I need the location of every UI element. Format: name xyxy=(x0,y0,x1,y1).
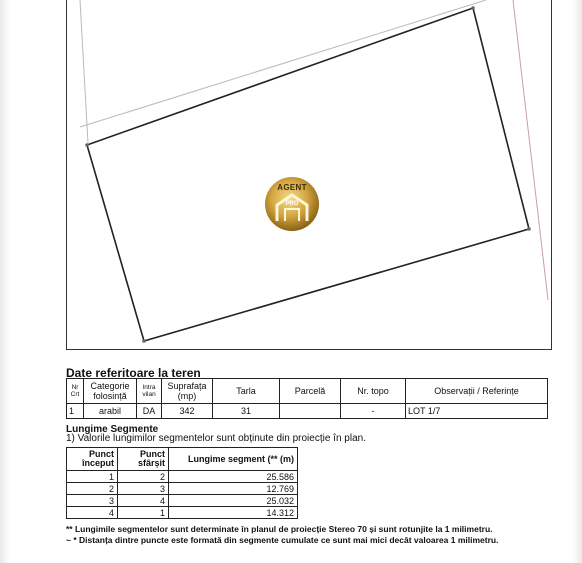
logo-text-agent: AGENT xyxy=(277,183,307,192)
header-nr-crt: Nr Crt xyxy=(67,379,84,404)
land-table-header-row xyxy=(67,379,548,404)
logo-text-pro: PRO xyxy=(285,201,299,207)
cell-suprafata: 342 xyxy=(162,404,213,419)
cell-observatii: LOT 1/7 xyxy=(406,404,548,419)
cell-end: 4 xyxy=(118,495,169,507)
header-suprafata: Suprafața (mp) xyxy=(162,379,213,404)
cell-length: 25.586 xyxy=(169,471,298,483)
cell-parcela xyxy=(280,404,341,419)
cell-start: 4 xyxy=(67,507,118,519)
cell-tarla: 31 xyxy=(213,404,280,419)
neighbour-line-left xyxy=(80,0,88,143)
segments-note: 1) Valorile lungimilor segmentelor sunt obținute din proiecție în plan. xyxy=(66,433,366,444)
parcel-vertex-2 xyxy=(471,6,475,10)
neighbour-line-top xyxy=(80,0,486,127)
segments-title: Lungime Segmente xyxy=(66,424,159,435)
header-lungime-segment: Lungime segment (** (m) xyxy=(169,448,298,471)
header-punct-sfarsit: Punct sfârșit xyxy=(118,448,169,471)
cell-nr-crt: 1 xyxy=(67,404,84,419)
cell-intravilan: DA xyxy=(137,404,162,419)
header-categorie: Categorie folosință xyxy=(84,379,137,404)
parcel-vertex-4 xyxy=(142,339,146,343)
footnote-rounding: ** Lungimile segmentelor sunt determinate în planul de proiecție Stereo 70 și sunt rotunjite la 1 milimetru. xyxy=(66,524,493,534)
cell-end: 2 xyxy=(118,471,169,483)
cell-length: 14.312 xyxy=(169,507,298,519)
cell-categorie: arabil xyxy=(84,404,137,419)
segments-header-row xyxy=(67,448,298,471)
footnote-distance: ~ * Distanța dintre puncte este formată din segmente cumulate ce sunt mai mici decât valoarea 1 milimetru. xyxy=(66,535,499,545)
cell-start: 1 xyxy=(67,471,118,483)
parcel-vertex-3 xyxy=(527,227,531,231)
cell-start: 3 xyxy=(67,495,118,507)
parcel-vertex-1 xyxy=(85,143,89,147)
cell-end: 1 xyxy=(118,507,169,519)
table-row xyxy=(67,471,298,483)
cell-nr-topo: - xyxy=(341,404,406,419)
header-parcela: Parcelă xyxy=(280,379,341,404)
table-row xyxy=(67,507,298,519)
segments-table xyxy=(66,447,298,519)
header-observatii: Observații / Referințe xyxy=(406,379,548,404)
header-intravilan: Intra vilan xyxy=(137,379,162,404)
table-row xyxy=(67,483,298,495)
land-data-table xyxy=(66,378,548,419)
agent-pro-logo xyxy=(263,175,321,233)
table-row xyxy=(67,404,548,419)
cell-end: 3 xyxy=(118,483,169,495)
cell-length: 25.032 xyxy=(169,495,298,507)
table-row xyxy=(67,495,298,507)
neighbour-line-right xyxy=(513,0,548,300)
header-nr-topo: Nr. topo xyxy=(341,379,406,404)
header-punct-inceput: Punct început xyxy=(67,448,118,471)
cell-length: 12.769 xyxy=(169,483,298,495)
header-tarla: Tarla xyxy=(213,379,280,404)
land-data-title: Date referitoare la teren xyxy=(66,366,201,380)
cell-start: 2 xyxy=(67,483,118,495)
